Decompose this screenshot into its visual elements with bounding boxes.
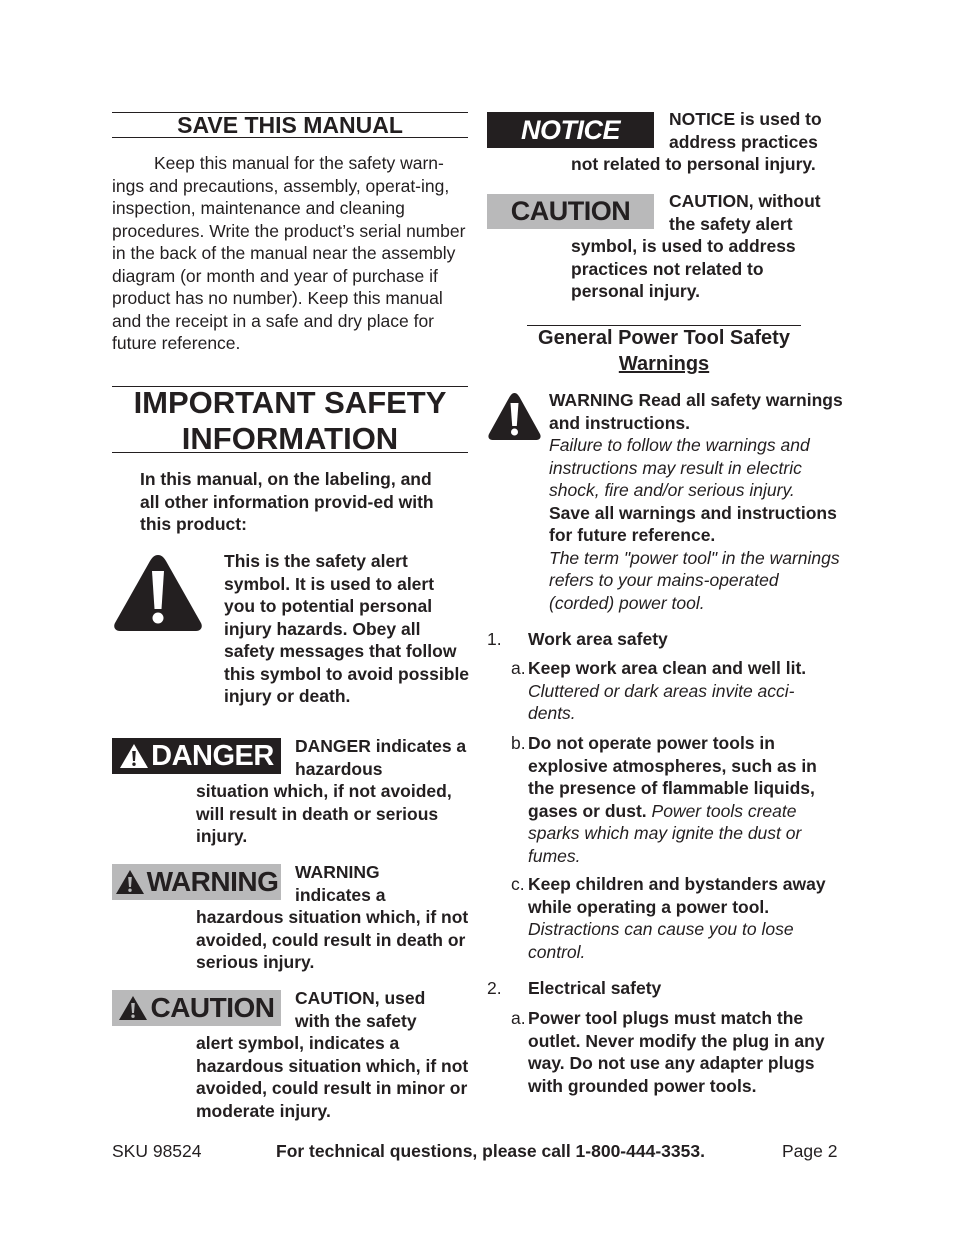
warning-bold: WARNING Read all safety warnings and instructions. bbox=[549, 390, 843, 433]
save-manual-heading: SAVE THIS MANUAL bbox=[177, 112, 403, 138]
item-bold: Keep children and bystanders away while operating a power tool. bbox=[528, 874, 826, 917]
caution-alert-banner bbox=[112, 990, 281, 1026]
list-item bbox=[528, 732, 843, 867]
warning-label: WARNING bbox=[146, 866, 279, 897]
general-heading bbox=[500, 325, 828, 377]
warning-italic: Failure to follow the warnings and instructions may result in electric shock, fire and/or serious injury. bbox=[549, 435, 810, 500]
alert-triangle-icon bbox=[119, 743, 149, 769]
section-number: 1. bbox=[487, 629, 502, 649]
para-rest: ings and precautions, assembly, operat-ing, inspection, maintenance and cleaning procedures. Write the product’s serial number in the back of the manual near the assembly diagram (or month and year of purchase if product has no number). Keep this manual and the receipt in a safe and dry place for future reference. bbox=[112, 175, 466, 353]
footer-page-number: Page 2 bbox=[782, 1141, 838, 1161]
safety-intro: In this manual, on the labeling, and all other information provid-ed with this product: bbox=[140, 469, 434, 534]
safety-info-heading bbox=[112, 385, 468, 457]
footer-sku: SKU 98524 bbox=[112, 1141, 202, 1161]
alert-triangle-icon bbox=[118, 995, 148, 1021]
warning-description: hazardous situation which, if not avoided, could result in death or serious injury. bbox=[196, 907, 469, 972]
list-item bbox=[528, 873, 843, 963]
caution-alert-lead: CAUTION, used with the safety bbox=[295, 988, 426, 1031]
section-title: Electrical safety bbox=[528, 978, 662, 998]
caution-plain-label: CAUTION bbox=[510, 196, 631, 226]
item-italic: Distractions can cause you to lose control. bbox=[528, 919, 794, 962]
notice-banner bbox=[487, 112, 654, 148]
rule-bottom bbox=[112, 137, 468, 138]
notice-label: NOTICE bbox=[520, 114, 620, 145]
safety-alert-icon bbox=[112, 553, 204, 633]
general-warning-text bbox=[549, 389, 844, 614]
list-item bbox=[528, 657, 838, 725]
section-number: 2. bbox=[487, 978, 502, 998]
item-letter: a. bbox=[511, 1008, 526, 1028]
item-letter: c. bbox=[511, 874, 525, 894]
caution-alert-description: alert symbol, indicates a hazardous situation which, if not avoided, could result in minor or moderate injury. bbox=[196, 1033, 469, 1121]
danger-label: DANGER bbox=[151, 739, 274, 772]
danger-description: situation which, if not avoided, will result in death or serious injury. bbox=[196, 781, 452, 846]
notice-description: not related to personal injury. bbox=[571, 154, 816, 174]
alert-symbol-description: This is the safety alert symbol. It is used to alert you to potential personal injury hazards. Obey all safety messages that follow this symbol to avoid possible injury or death. bbox=[224, 551, 470, 706]
item-letter: a. bbox=[511, 658, 526, 678]
caution-plain-banner bbox=[487, 194, 654, 229]
item-letter: b. bbox=[511, 733, 526, 753]
danger-lead: DANGER indicates a hazardous bbox=[295, 736, 467, 779]
save-manual-paragraph bbox=[112, 152, 470, 355]
heading-line: Warnings bbox=[618, 353, 710, 375]
heading-line: General Power Tool Safety bbox=[538, 327, 790, 349]
caution-plain-description: symbol, is used to address practices not related to personal injury. bbox=[571, 236, 796, 301]
section-title: Work area safety bbox=[528, 629, 668, 649]
para-line: Keep this manual for the safety warn- bbox=[154, 153, 444, 173]
item-bold: Keep work area clean and well lit. bbox=[528, 658, 807, 678]
warning-lead: WARNING indicates a bbox=[295, 862, 386, 905]
caution-plain-lead: CAUTION, without the safety alert bbox=[669, 191, 821, 234]
caution-alert-label: CAUTION bbox=[150, 992, 275, 1023]
footer-tech-support: For technical questions, please call 1-800-444-3353. bbox=[276, 1141, 705, 1161]
item-bold: Power tool plugs must match the outlet. Never modify the plug in any way. Do not use any adapter plugs with grounded power tools. bbox=[528, 1008, 825, 1096]
notice-lead: NOTICE is used to address practices bbox=[669, 109, 822, 152]
heading-line: IMPORTANT SAFETY bbox=[133, 385, 447, 420]
item-italic: Power tools create sparks which may ignite the dust or fumes. bbox=[528, 800, 802, 866]
warning-bold: Save all warnings and instructions for future reference. bbox=[549, 502, 837, 545]
rule-bottom bbox=[112, 452, 468, 453]
item-italic: Cluttered or dark areas invite acci-dents. bbox=[528, 680, 795, 723]
list-item bbox=[528, 1007, 840, 1097]
warning-banner bbox=[112, 864, 281, 900]
item-bold: Do not operate power tools in explosive atmospheres, such as in the presence of flammable liquids, gases or dust. bbox=[528, 733, 817, 821]
safety-alert-icon bbox=[487, 392, 542, 441]
heading-line: INFORMATION bbox=[181, 421, 399, 456]
alert-triangle-icon bbox=[115, 869, 145, 895]
danger-banner bbox=[112, 738, 281, 774]
warning-italic: The term "power tool" in the warnings refers to your mains-operated (corded) power tool. bbox=[549, 547, 840, 613]
